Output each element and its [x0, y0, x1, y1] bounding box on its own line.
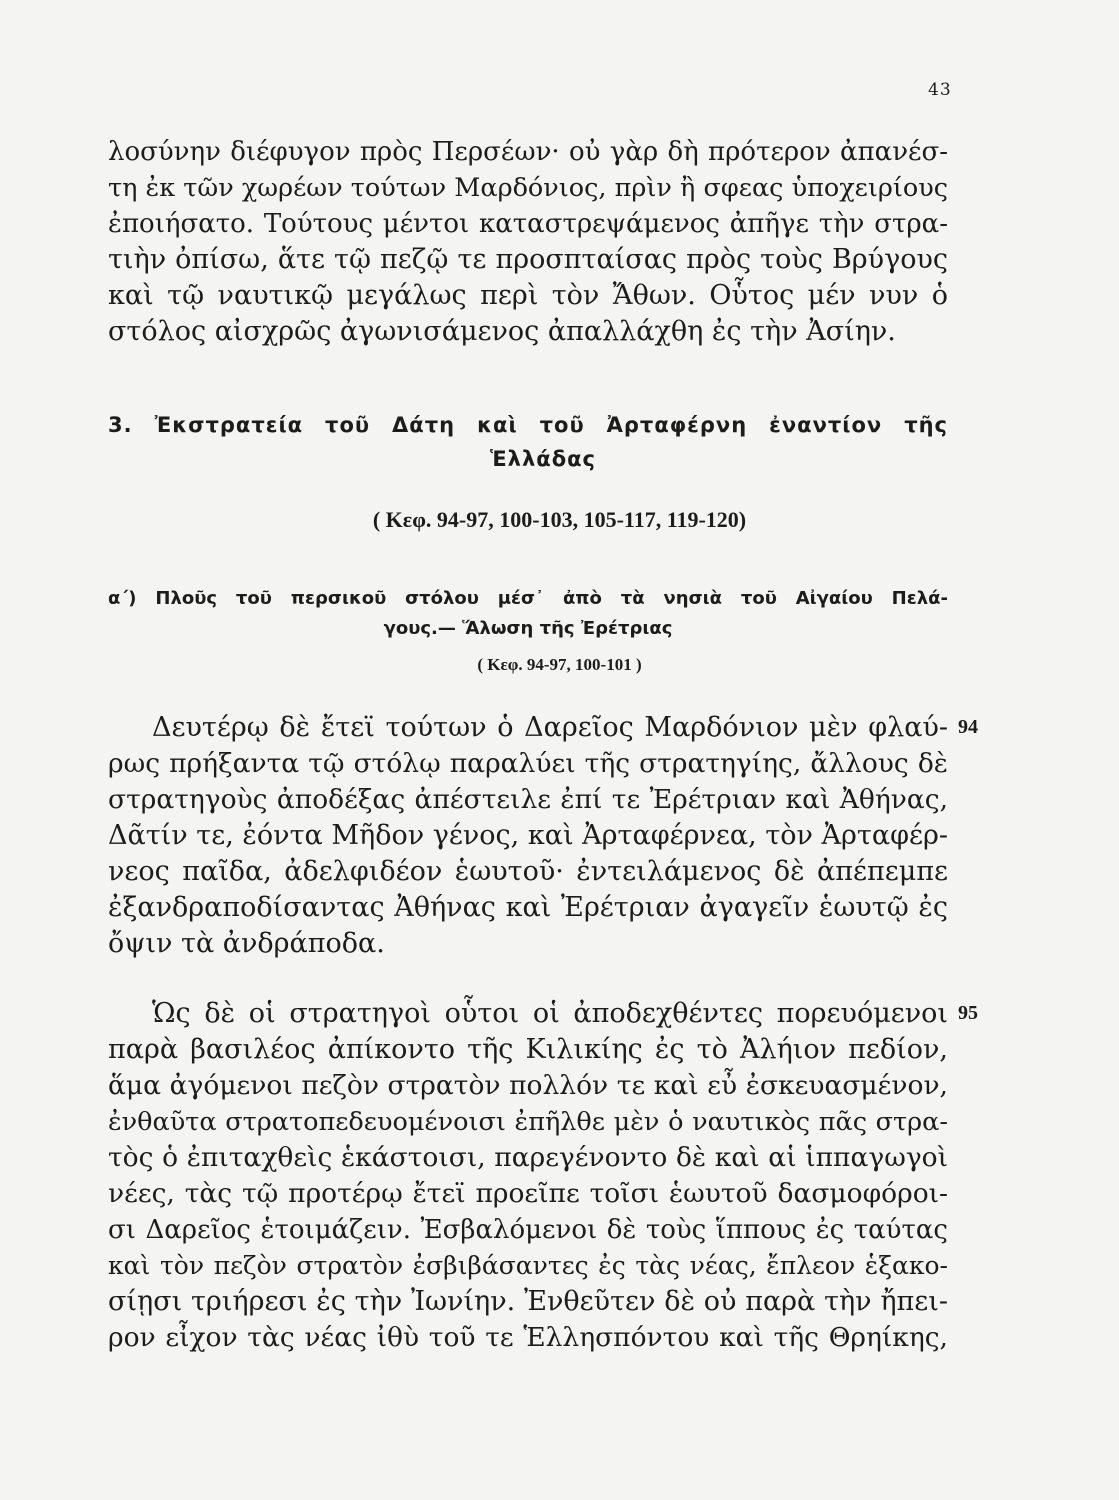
- text-line: στρατηγοὺς ἀποδέξας ἀπέστειλε ἐπί τε Ἐρέτριαν καὶ Ἀθήνας,: [108, 784, 948, 815]
- text-line: λοσύνην διέφυγον πρὸς Περσέων· οὐ γὰρ δὴ πρότερον ἀπανέσ-: [108, 137, 948, 167]
- sub-chapter-reference: ( Κεφ. 94-97, 100-101 ): [477, 655, 642, 674]
- text-line: νεος παῖδα, ἀδελφιδέον ἑωυτοῦ· ἐντειλάμενος δὲ ἀπέπεμπε: [108, 856, 948, 887]
- text-line: Ὡς δὲ οἱ στρατηγοὶ οὗτοι οἱ ἀποδεχθέντες πορευόμενοι: [152, 998, 948, 1029]
- text-line: τὸς ὁ ἐπιταχθεὶς ἑκάστοισι, παρεγένοντο δὲ καὶ αἱ ἱππαγωγοὶ: [108, 1142, 948, 1173]
- text-line: ρον εἶχον τὰς νέας ἰθὺ τοῦ τε Ἑλλησπόντου καὶ τῆς Θρηίκης,: [108, 1322, 948, 1353]
- section-heading-line: Ἑλλάδας: [490, 447, 596, 471]
- section-heading-line: 3. Ἐκστρατεία τοῦ Δάτη καὶ τοῦ Ἀρταφέρνη ἐναντίον τῆς: [108, 413, 948, 437]
- text-line: σι Δαρεῖος ἑτοιμάζειν. Ἐσβαλόμενοι δὲ τοὺς ἵππους ἐς ταύτας: [108, 1215, 948, 1245]
- section-chapter-reference: ( Κεφ. 94-97, 100-103, 105-117, 119-120): [372, 507, 747, 532]
- text-line: τιὴν ὀπίσω, ἅτε τῷ πεζῷ τε προσπταίσας πρὸς τοὺς Βρύγους: [108, 244, 948, 275]
- intro-paragraph: [108, 134, 948, 350]
- sub-heading-line: γους.— Ἅλωση τῆς Ἐρέτριας: [383, 618, 673, 639]
- text-line: νέες, τὰς τῷ προτέρῳ ἔτεϊ προεῖπε τοῖσι ἑωυτοῦ δασμοφόροι-: [108, 1178, 948, 1209]
- text-line: ἐποιήσατο. Τούτους μέντοι καταστρεψάμενος ἀπῆγε τὴν στρα-: [108, 209, 948, 239]
- text-line: ρως πρήξαντα τῷ στόλῳ παραλύει τῆς στρατηγίης, ἄλλους δὲ: [108, 748, 948, 779]
- text-line: παρὰ βασιλέος ἀπίκοντο τῆς Κιλικίης ἐς τὸ Ἀλήιον πεδίον,: [108, 1034, 948, 1065]
- text-line: καὶ τῷ ναυτικῷ μεγάλως περὶ τὸν Ἄθων. Οὗτος μέν νυν ὁ: [108, 280, 948, 311]
- text-line: ἐξανδραποδίσαντας Ἀθήνας καὶ Ἐρέτριαν ἀγαγεῖν ἑωυτῷ ἐς: [108, 892, 948, 923]
- text-line: ἅμα ἀγόμενοι πεζὸν στρατὸν πολλόν τε καὶ εὖ ἐσκευασμένον,: [108, 1070, 948, 1101]
- text-line: στόλος αἰσχρῶς ἀγωνισάμενος ἀπαλλάχθη ἐς τὴν Ἀσίην.: [108, 316, 896, 347]
- margin-chapter-number: 95: [958, 1002, 978, 1024]
- paragraph-94: [108, 710, 948, 962]
- text-line: τη ἐκ τῶν χωρέων τούτων Μαρδόνιος, πρὶν ἢ σφεας ὑποχειρίους: [108, 173, 948, 203]
- sub-heading-line: α΄) Πλοῦς τοῦ περσικοῦ στόλου μέσ᾿ ἀπὸ τὰ νησιὰ τοῦ Αἰγαίου Πελά-: [108, 588, 948, 609]
- text-line: σίῃσι τριήρεσι ἐς τὴν Ἰωνίην. Ἐνθεῦτεν δὲ οὐ παρὰ τὴν ἤπει-: [108, 1286, 948, 1317]
- sub-heading: [108, 584, 948, 644]
- page-number: 43: [928, 80, 952, 100]
- text-line: ἐνθαῦτα στρατοπεδευομένοισι ἐπῆλθε μὲν ὁ ναυτικὸς πᾶς στρα-: [108, 1107, 948, 1137]
- text-line: Δευτέρῳ δὲ ἔτεϊ τούτων ὁ Δαρεῖος Μαρδόνιον μὲν φλαύ-: [152, 712, 948, 743]
- text-line: καὶ τὸν πεζὸν στρατὸν ἐσβιβάσαντες ἐς τὰς νέας, ἔπλεον ἑξακο-: [108, 1251, 948, 1280]
- text-line: Δᾶτίν τε, ἐόντα Μῆδον γένος, καὶ Ἀρταφέρνεα, τὸν Ἀρταφέρ-: [108, 820, 948, 851]
- text-line: ὄψιν τὰ ἀνδράποδα.: [108, 928, 385, 959]
- margin-chapter-number: 94: [958, 716, 978, 738]
- section-heading: [108, 408, 948, 476]
- paragraph-95: [108, 996, 948, 1356]
